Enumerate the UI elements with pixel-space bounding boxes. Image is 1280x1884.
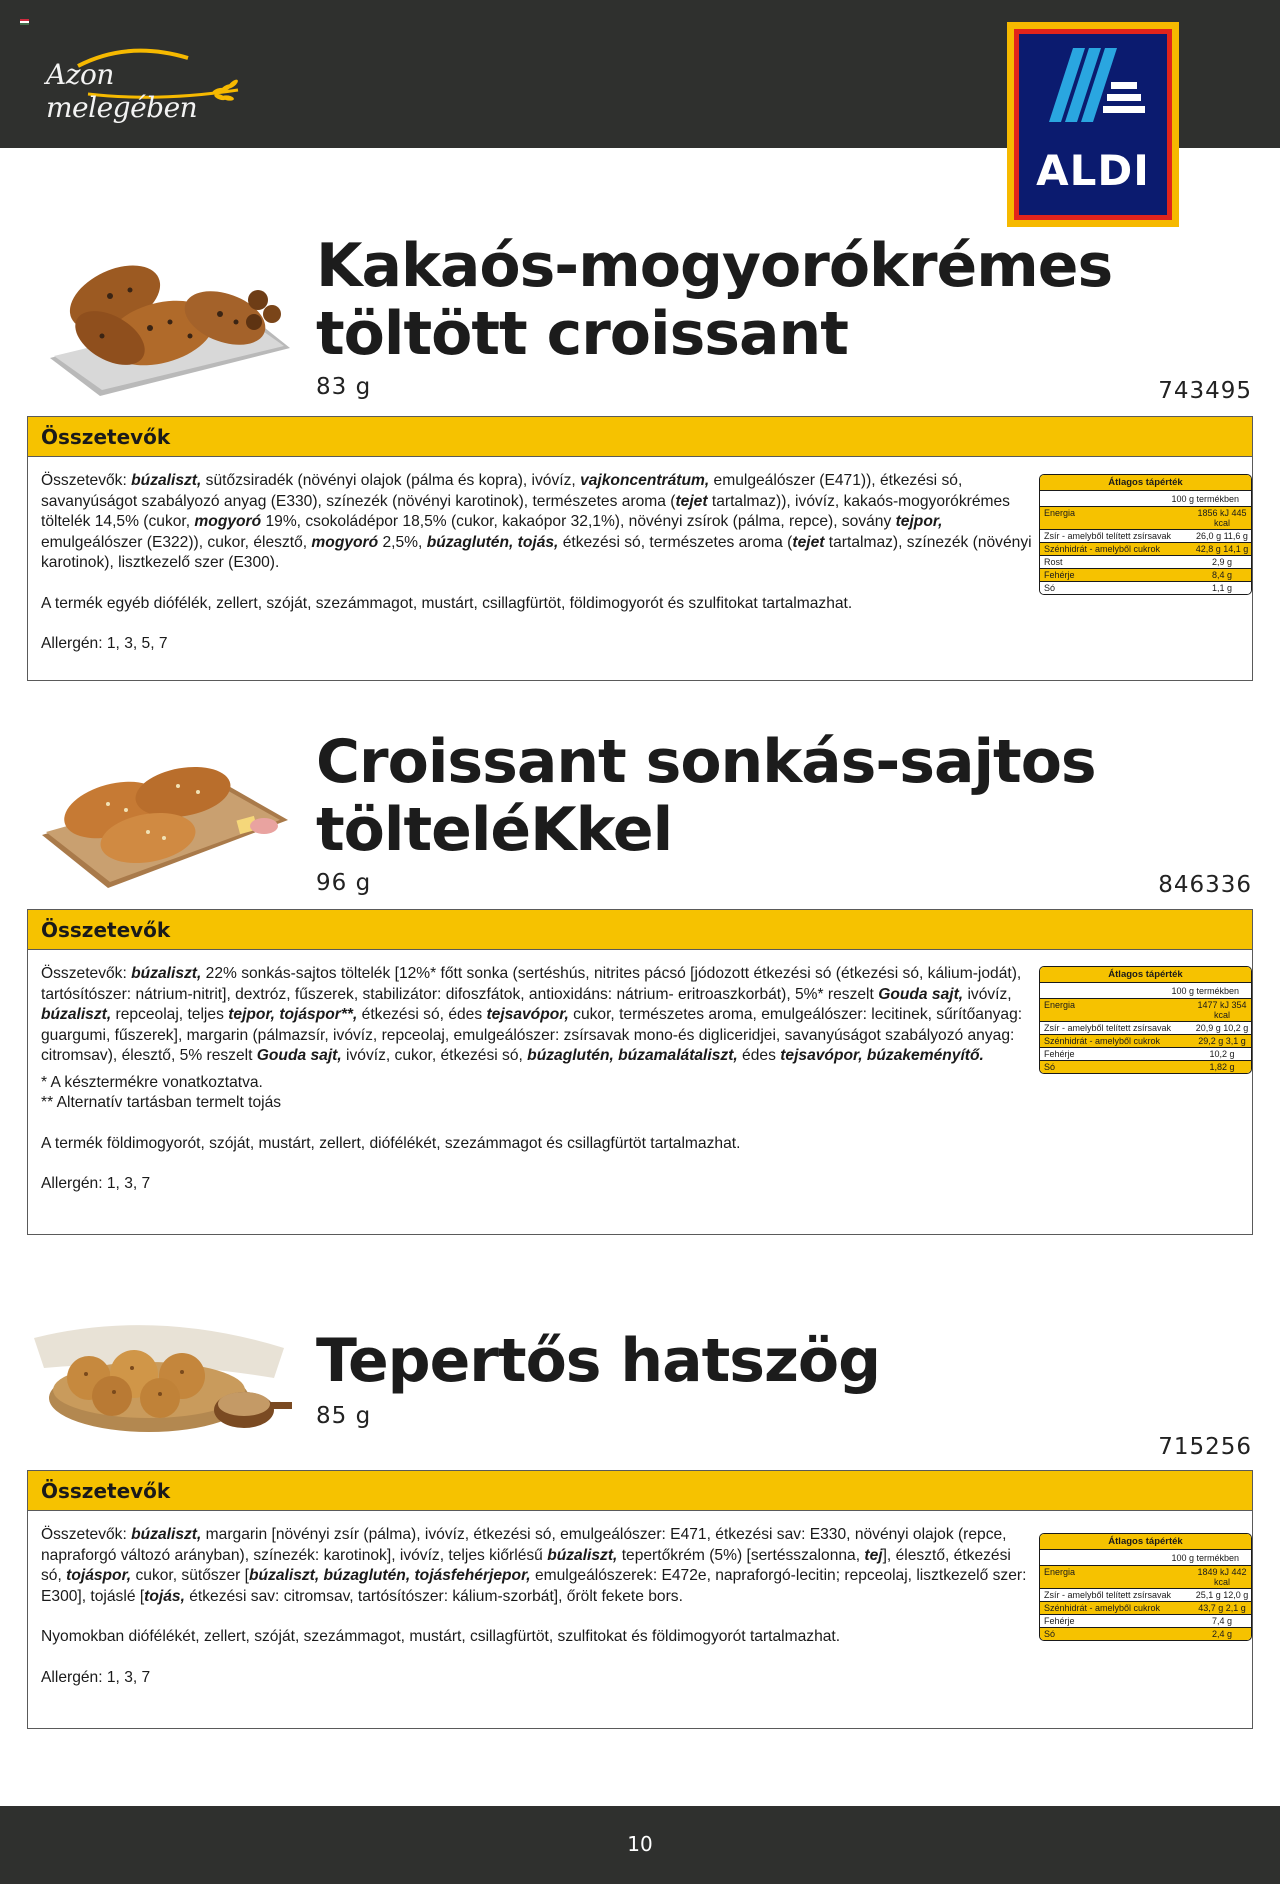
ingredient-text: 2,5%, <box>378 533 427 551</box>
ingredient-text: édes <box>737 1047 781 1064</box>
nutrition-table <box>1039 966 1252 1074</box>
ingredient-text: tepertőkrém (5%) [sertésszalonna, <box>617 1546 865 1564</box>
nutrition-row <box>1040 998 1251 1021</box>
nutrition-row <box>1040 555 1251 568</box>
nutrient-label: Rost <box>1040 556 1193 568</box>
nutrient-value: 8,4 g <box>1193 569 1251 581</box>
page-number: 10 <box>627 1832 653 1856</box>
allergen-ingredient: tejet <box>792 533 825 551</box>
title-line-1: Kakaós-mogyorókrémes <box>316 231 1113 301</box>
ingredient-text: emulgeálószerek: E472e, napraforgó-lecitin; repceolaj, lisztkezelő szer: E300], tojáslé [ <box>41 1567 1027 1605</box>
nutrient-label: Fehérje <box>1040 569 1193 581</box>
nutrient-value: 25,1 g 12,0 g <box>1193 1589 1251 1601</box>
ingredient-text: Összetevők: <box>41 472 132 489</box>
nutrient-label: Zsír - amelyből telített zsírsavak <box>1040 1589 1193 1601</box>
nutrition-row <box>1040 529 1251 542</box>
allergen-ingredient: mogyoró <box>311 533 379 551</box>
may-contain-note: Nyomokban diófélékét, zellert, szóját, szezámmagot, mustárt, csillagfürtöt, szulfitokat és földimogyorót tartalmazhat. <box>41 1628 841 1645</box>
aldi-logo <box>1007 22 1179 227</box>
product-weight: 85 g <box>316 1403 372 1429</box>
allergen-ingredient: Gouda sajt, <box>878 985 964 1003</box>
nutrient-label: Só <box>1040 1061 1193 1073</box>
product-weight: 83 g <box>316 374 372 400</box>
nutrition-title: Átlagos tápérték <box>1040 1534 1251 1550</box>
allergen-ingredient: Gouda sajt, <box>256 1047 342 1064</box>
nutrient-label: Szénhidrát - amelyből cukrok <box>1040 1602 1193 1614</box>
nutrient-label: Zsír - amelyből telített zsírsavak <box>1040 530 1193 542</box>
nutrient-value: 43,7 g 2,1 g <box>1193 1602 1251 1614</box>
nutrition-row <box>1040 1034 1251 1047</box>
nutrition-column-header: 100 g termékben <box>1171 986 1239 996</box>
allergen-ingredient: mogyoró <box>194 513 262 530</box>
product-weight: 96 g <box>316 870 372 896</box>
nutrition-row <box>1040 1047 1251 1060</box>
allergen-ingredient: búzaglutén, tojás, <box>426 533 559 551</box>
ingredient-text: emulgeálószer (E322)), cukor, élesztő, <box>41 533 312 551</box>
ingredients-header: Összetevők <box>28 417 1252 457</box>
allergen-ingredient: tej <box>864 1546 883 1564</box>
nutrition-row <box>1040 1060 1251 1073</box>
nutrition-row <box>1040 581 1251 594</box>
nutrient-value: 2,4 g <box>1193 1628 1251 1640</box>
allergen-ingredient: tejpor, tojáspor**, <box>228 1006 358 1023</box>
page-footer <box>0 1806 1280 1884</box>
nutrition-row <box>1040 506 1251 529</box>
page-header <box>0 0 1280 195</box>
ingredient-text: 19%, csokoládépor 18,5% (cukor, kakaópor 32,1%), növényi zsírok (pálma, repce), sovány <box>261 513 896 530</box>
allergen-ingredient: búzaliszt, <box>131 472 202 489</box>
product-title <box>316 728 1096 864</box>
aldi-stripes-icon <box>1019 34 1165 134</box>
nutrition-table <box>1039 1533 1252 1641</box>
ingredients-text <box>41 1525 1035 1607</box>
nutrition-row <box>1040 1588 1251 1601</box>
product-title <box>316 232 1112 368</box>
ingredient-text: ], élesztő, étkezési só, <box>41 1546 1011 1584</box>
ingredient-text: tartalmaz)), ivóvíz, kakaós-mogyorókrémes töltelék 14,5% (cukor, <box>41 492 1010 530</box>
nutrition-row <box>1040 1565 1251 1588</box>
allergen-ingredient: tojáspor, <box>66 1567 132 1584</box>
brand-logo <box>38 44 228 124</box>
nutrient-label: Szénhidrát - amelyből cukrok <box>1040 1035 1193 1047</box>
allergen-ingredient: vajkoncentrátum, <box>580 472 710 489</box>
nutrient-value: 1,82 g <box>1193 1061 1251 1073</box>
nutrient-value: 1856 kJ 445 kcal <box>1193 507 1251 529</box>
nutrient-label: Só <box>1040 582 1193 594</box>
ingredient-text: margarin [növényi zsír (pálma), ivóvíz, étkezési só, emulgeálószer: E471, étkezési sav: E330, növényi olajok (repce, napraforgó változó arányban), színezék: karotinok], ivóvíz, teljes kiőrlésű <box>41 1526 1007 1564</box>
ingredient-text: Összetevők: <box>41 965 132 982</box>
product-title <box>316 1327 880 1395</box>
nutrient-label: Fehérje <box>1040 1615 1193 1627</box>
nutrient-value: 1849 kJ 442 kcal <box>1193 1566 1251 1588</box>
nutrient-label: Energia <box>1040 1566 1193 1588</box>
nutrition-row <box>1040 1021 1251 1034</box>
ingredients-text <box>41 964 1035 1067</box>
nutrient-label: Energia <box>1040 999 1193 1021</box>
allergen-ingredient: tejpor, <box>895 513 943 530</box>
nutrient-value: 1477 kJ 354 kcal <box>1193 999 1251 1021</box>
hexagon-bun-image <box>34 1318 294 1438</box>
nutrient-label: Szénhidrát - amelyből cukrok <box>1040 543 1193 555</box>
nutrient-value: 2,9 g <box>1193 556 1251 568</box>
title-line-1: Tepertős hatszög <box>316 1326 881 1396</box>
footnote-line: * A késztermékre vonatkoztatva. <box>41 1073 263 1091</box>
ingredient-text: repceolaj, teljes <box>111 1006 229 1023</box>
title-line-1: Croissant sonkás-sajtos <box>316 727 1096 797</box>
nutrition-row <box>1040 1601 1251 1614</box>
ingredient-text: cukor, természetes aroma, emulgeálószer: lecitinek, sűrítőanyag: guargumi, fűszerek], margarin (pálmazsír, ivóvíz, repceolaj, emulgeálószer: zsírsavak mono-és digliceridjei, savanyúságot szabályozó anyag: citromsav), élesztő, 5% reszelt <box>41 1006 1023 1064</box>
ingredient-text: étkezési só, természetes aroma ( <box>558 533 793 551</box>
ingredient-text: ivóvíz, cukor, étkezési só, <box>341 1047 528 1064</box>
allergen-ingredient: búzaliszt, <box>131 965 202 982</box>
nutrition-row <box>1040 542 1251 555</box>
ingredient-text: étkezési sav: citromsav, tartósítószer: kálium-szorbát], őrölt fekete bors. <box>184 1587 683 1605</box>
allergen-list: Allergén: 1, 3, 5, 7 <box>41 635 168 652</box>
ingredient-text: tartalmaz), színezék (növényi karotinok), lisztkezelő szer (E300). <box>41 533 1032 571</box>
ham-cheese-croissant-image <box>38 740 293 890</box>
nutrient-label: Zsír - amelyből telített zsírsavak <box>1040 1022 1193 1034</box>
nutrient-value: 20,9 g 10,2 g <box>1193 1022 1251 1034</box>
allergen-list: Allergén: 1, 3, 7 <box>41 1175 151 1192</box>
allergen-ingredient: búzaliszt, búzaglutén, tojásfehérjepor, <box>249 1567 531 1584</box>
may-contain-note: A termék egyéb diófélék, zellert, szóját, szezámmagot, mustárt, csillagfürtöt, földimogyorót és szulfitokat tartalmazhat. <box>41 594 853 612</box>
may-contain-note: A termék földimogyorót, szóját, mustárt, zellert, diófélékét, szezámmagot és csillagfürtöt tartalmazhat. <box>41 1134 741 1152</box>
allergen-ingredient: tejsavópor, <box>486 1006 569 1023</box>
nutrition-row <box>1040 568 1251 581</box>
brand-text: Azon melegében <box>46 58 198 124</box>
nutrient-value: 26,0 g 11,6 g <box>1193 530 1251 542</box>
nutrition-table <box>1039 474 1252 595</box>
allergen-ingredient: búzaglutén, búzamalátaliszt, <box>527 1047 738 1064</box>
ingredients-text <box>41 471 1035 574</box>
ingredient-text: étkezési só, édes <box>357 1006 487 1023</box>
nutrition-column-header: 100 g termékben <box>1171 1553 1239 1563</box>
product-code: 715256 <box>1158 1434 1252 1460</box>
nutrition-row <box>1040 1614 1251 1627</box>
allergen-ingredient: tejsavópor, búzakeményítő. <box>780 1047 984 1064</box>
footnote-line: ** Alternatív tartásban termelt tojás <box>41 1094 282 1111</box>
allergen-ingredient: búzaliszt, <box>131 1526 202 1543</box>
hungarian-flag-icon <box>20 19 29 25</box>
nutrient-label: Só <box>1040 1628 1193 1640</box>
ingredient-text: 22% sonkás-sajtos töltelék [12%* főtt sonka (sertéshús, nitrites pácsó [jódozott étkezési só (étkezési só, kálium-jodát), tartósítószer: nátrium-nitrit], dextróz, fűszerek, stabilizátor: difoszfátok, antioxidáns: nátrium- eritroaszkorbát), 5%* reszelt <box>41 965 1022 1003</box>
product-code: 846336 <box>1158 872 1252 898</box>
title-line-2: tölteléKkel <box>316 795 673 865</box>
product-code: 743495 <box>1158 378 1252 404</box>
nutrient-value: 10,2 g <box>1193 1048 1251 1060</box>
ingredient-text: cukor, sütőszer [ <box>131 1567 250 1584</box>
nutrient-value: 29,2 g 3,1 g <box>1193 1035 1251 1047</box>
nutrient-label: Fehérje <box>1040 1048 1193 1060</box>
allergen-ingredient: búzaliszt, <box>41 1006 112 1023</box>
aldi-wordmark: ALDI <box>1036 146 1150 195</box>
allergen-ingredient: tejet <box>675 492 708 510</box>
nutrition-row <box>1040 1627 1251 1640</box>
ingredient-text: ivóvíz, <box>963 985 1012 1003</box>
nutrient-value: 1,1 g <box>1193 582 1251 594</box>
ingredients-header: Összetevők <box>28 910 1252 950</box>
allergen-list: Allergén: 1, 3, 7 <box>41 1668 151 1686</box>
ingredients-header: Összetevők <box>28 1471 1252 1511</box>
allergen-ingredient: búzaliszt, <box>547 1546 618 1564</box>
nutrient-value: 42,8 g 14,1 g <box>1193 543 1251 555</box>
ingredient-text: sütőzsiradék (növényi olajok (pálma és kopra), ivóvíz, <box>201 472 581 489</box>
nutrient-label: Energia <box>1040 507 1193 529</box>
nutrition-title: Átlagos tápérték <box>1040 475 1251 491</box>
nutrition-column-header: 100 g termékben <box>1171 494 1239 504</box>
chocolate-croissant-image <box>40 238 295 398</box>
nutrient-value: 7,4 g <box>1193 1615 1251 1627</box>
footnotes <box>41 1073 1239 1114</box>
nutrition-title: Átlagos tápérték <box>1040 967 1251 983</box>
ingredient-text: Összetevők: <box>41 1526 132 1543</box>
ingredient-text: emulgeálószer (E471)), étkezési só, savanyúságot szabályozó anyag (E330), színezék (növényi karotinok), természetes aroma ( <box>41 472 963 510</box>
allergen-ingredient: tojás, <box>144 1587 185 1605</box>
title-line-2: töltött croissant <box>316 299 848 369</box>
